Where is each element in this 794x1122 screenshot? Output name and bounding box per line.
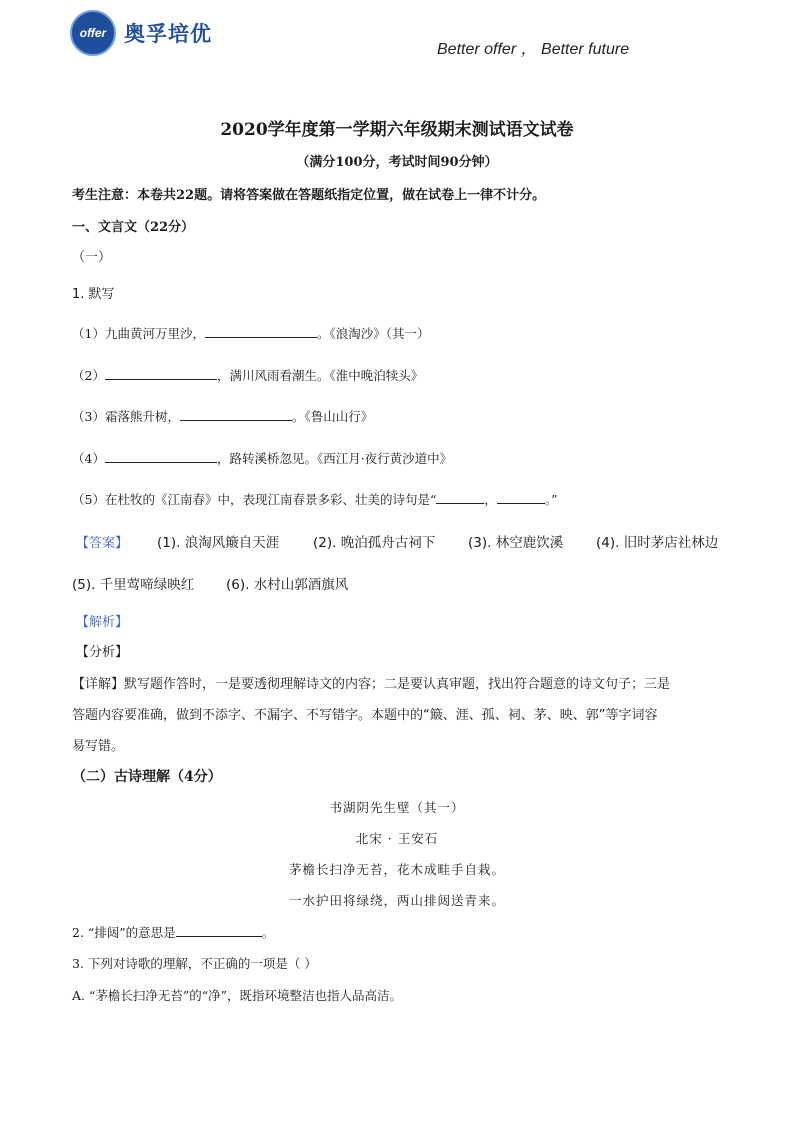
q1-item-5-mid: ，: [484, 492, 497, 507]
q3: 3. 下列对诗歌的理解，不正确的一项是（ ）: [72, 956, 317, 971]
q1-label: 1. 默写: [72, 287, 115, 302]
q1-item-2-after: ，满川风雨看潮生。《淮中晚泊犊头》: [216, 368, 424, 383]
q1-item-2-before: （2）: [72, 368, 105, 383]
exam-subtitle: （满分100分，考试时间90分钟）: [296, 155, 498, 170]
answer-blank: [436, 491, 484, 504]
detail-line: 答题内容要准确，做到不添字、不漏字、不写错字。本题中的“簸、涯、孤、祠、茅、映、郭”等字词容: [72, 708, 658, 723]
q1-item-3: [72, 407, 373, 425]
answer-item: (6). 水村山郭酒旗风: [226, 577, 349, 593]
q1-item-3-before: （3）霜落熊升树，: [72, 409, 180, 424]
q2-after: 。: [261, 925, 275, 940]
poem-title: 书湖阴先生壁（其一）: [329, 800, 465, 815]
section1-part: （一）: [72, 250, 112, 265]
q1-item-1-after: 。《浪淘沙》（其一）: [316, 326, 430, 341]
poem-line: 一水护田将绿绕，两山排闼送青来。: [288, 893, 505, 908]
q1-item-4: [72, 449, 452, 467]
answer-item: (4). 旧时茅店社林边: [596, 535, 719, 551]
poem-author: 北宋 · 王安石: [355, 831, 439, 846]
answer-item: (2). 晚泊孤舟古祠下: [313, 535, 436, 551]
slogan: Better offer ， Better future: [437, 41, 630, 58]
answer-label: 【答案】: [76, 536, 129, 551]
q1-item-2: [72, 366, 423, 384]
q1-item-5-before: （5）在杜牧的《江南春》中，表现江南春景多彩、壮美的诗句是“: [72, 492, 437, 507]
q1-item-1: [72, 324, 429, 342]
q3-option-a: A. “茅檐长扫净无苔”的“净”，既指环境整洁也指人品高洁。: [72, 988, 403, 1003]
answer-item: (5). 千里莺啼绿映红: [72, 577, 195, 593]
brand-name: 奥孚培优: [124, 22, 212, 46]
answer-blank: [105, 450, 217, 463]
q2: [72, 923, 274, 941]
answer-blank: [180, 408, 292, 421]
poem-line: 茅檐长扫净无苔，花木成畦手自栽。: [288, 862, 505, 877]
q1-item-1-before: （1）九曲黄河万里沙，: [72, 326, 205, 341]
detail-line: 【详解】默写题作答时，一是要透彻理解诗文的内容；二是要认真审题，找出符合题意的诗文句子；三是: [72, 677, 671, 692]
answer-blank: [105, 367, 217, 380]
answer-blank: [497, 491, 545, 504]
answer-blank: [205, 325, 317, 338]
section1-heading: 一、文言文（22分）: [72, 220, 195, 235]
q1-item-5: [72, 490, 558, 508]
exam-notice: 考生注意：本卷共22题。请将答案做在答题纸指定位置，做在试卷上一律不计分。: [72, 188, 546, 203]
fenxi-label: 【分析】: [76, 645, 129, 660]
q1-item-4-before: （4）: [72, 451, 105, 466]
jiexi-label: 【解析】: [76, 615, 129, 630]
answer-item: (3). 林空鹿饮溪: [468, 535, 564, 551]
detail-line: 易写错。: [72, 739, 125, 754]
answer-item: (1). 浪淘风簸自天涯: [157, 535, 280, 551]
q1-item-3-after: 。《鲁山山行》: [291, 409, 374, 424]
section2-heading: （二）古诗理解（4分）: [72, 769, 222, 785]
q2-before: 2. “排闼”的意思是: [72, 925, 176, 940]
q1-item-4-after: ，路转溪桥忽见。《西江月·夜行黄沙道中》: [216, 451, 453, 466]
offer-logo-icon: [70, 10, 116, 56]
logo-text: offer: [79, 26, 107, 40]
q1-item-5-after: 。”: [544, 492, 558, 507]
exam-title: 2020学年度第一学期六年级期末测试语文试卷: [220, 120, 574, 140]
brand-logo: [70, 10, 212, 56]
answer-blank: [176, 924, 262, 937]
